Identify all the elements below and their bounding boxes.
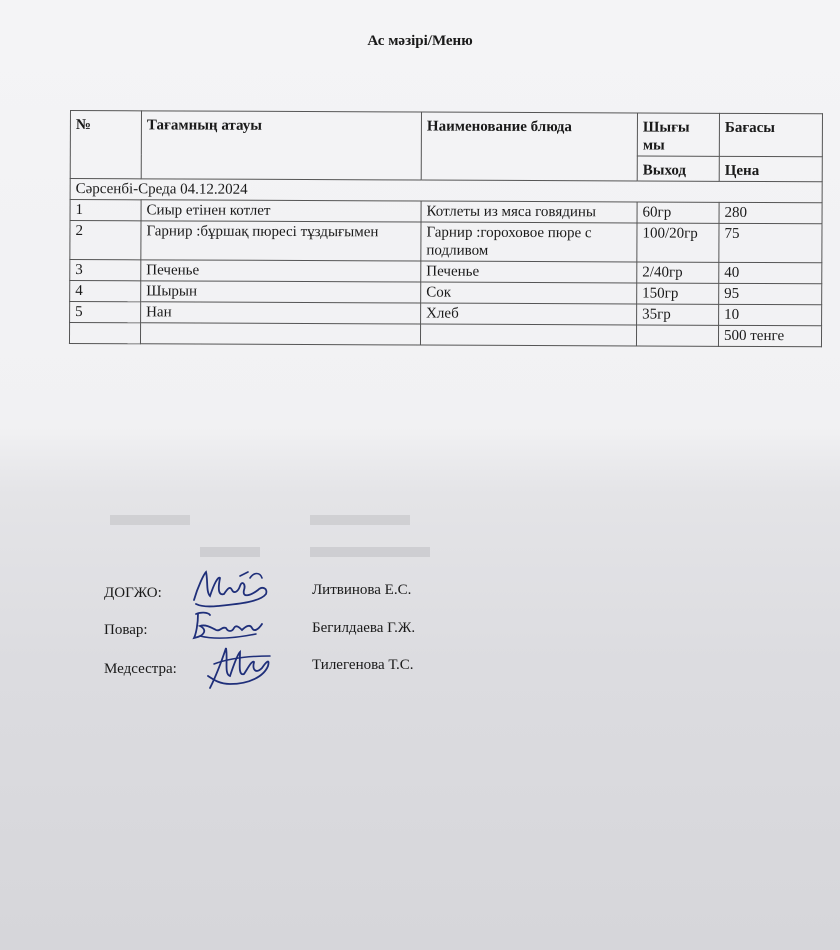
name-cook: Бегилдаева Г.Ж. xyxy=(312,620,416,636)
row-price: 10 xyxy=(719,304,822,325)
header-row xyxy=(70,111,822,157)
header-name-ru: Наименование блюда xyxy=(421,112,637,181)
header-num: № xyxy=(70,111,141,179)
row-num: 5 xyxy=(70,302,141,323)
total-row xyxy=(69,323,821,347)
row-name-ru: Хлеб xyxy=(421,303,637,325)
row-price: 75 xyxy=(719,223,822,262)
row-num: 3 xyxy=(70,260,141,281)
role-dogzho: ДОГЖО: xyxy=(104,585,162,601)
header-yield-kz: Шығы мы xyxy=(637,113,719,156)
page-title: Ас мәзірі/Меню xyxy=(367,33,473,49)
row-num: 2 xyxy=(70,221,141,260)
row-name-ru: Печенье xyxy=(421,261,637,283)
row-name-kz: Печенье xyxy=(141,260,421,282)
row-yield: 35гр xyxy=(637,304,719,325)
bleed-through-shadow xyxy=(110,505,790,575)
signature-tilegenova-icon xyxy=(200,640,280,695)
row-name-ru: Котлеты из мяса говядины xyxy=(421,201,637,223)
row-name-kz: Нан xyxy=(141,302,421,324)
header-name-kz: Тағамның атауы xyxy=(141,111,421,180)
header-yield-ru: Выход xyxy=(637,156,719,181)
role-cook: Повар: xyxy=(104,622,148,638)
row-name-ru: Сок xyxy=(421,282,637,304)
signature-litvinova-icon xyxy=(188,566,278,611)
row-yield: 2/40гр xyxy=(637,262,719,283)
role-nurse: Медсестра: xyxy=(104,661,177,677)
total-price: 500 тенге xyxy=(718,325,821,346)
header-price-ru: Цена xyxy=(719,156,822,181)
row-price: 95 xyxy=(719,283,822,304)
name-dogzho: Литвинова Е.С. xyxy=(312,582,412,598)
row-price: 280 xyxy=(719,202,822,223)
row-price: 40 xyxy=(719,262,822,283)
name-nurse: Тилегенова Т.С. xyxy=(312,657,414,673)
row-name-kz: Шырын xyxy=(141,281,421,303)
row-num: 1 xyxy=(70,200,141,221)
menu-table xyxy=(69,110,823,347)
header-price-kz: Бағасы xyxy=(719,113,822,156)
row-yield: 100/20гр xyxy=(637,223,719,262)
row-name-ru: Гарнир :гороховое пюре с подливом xyxy=(421,222,637,262)
row-num: 4 xyxy=(70,281,141,302)
row-yield: 60гр xyxy=(637,202,719,223)
row-yield: 150гр xyxy=(637,283,719,304)
row-name-kz: Сиыр етінен котлет xyxy=(141,200,421,222)
row-name-kz: Гарнир :бұршақ пюресі тұздығымен xyxy=(141,221,421,261)
table-row xyxy=(70,221,822,263)
day-label: Сәрсенбі-Среда 04.12.2024 xyxy=(70,179,822,203)
